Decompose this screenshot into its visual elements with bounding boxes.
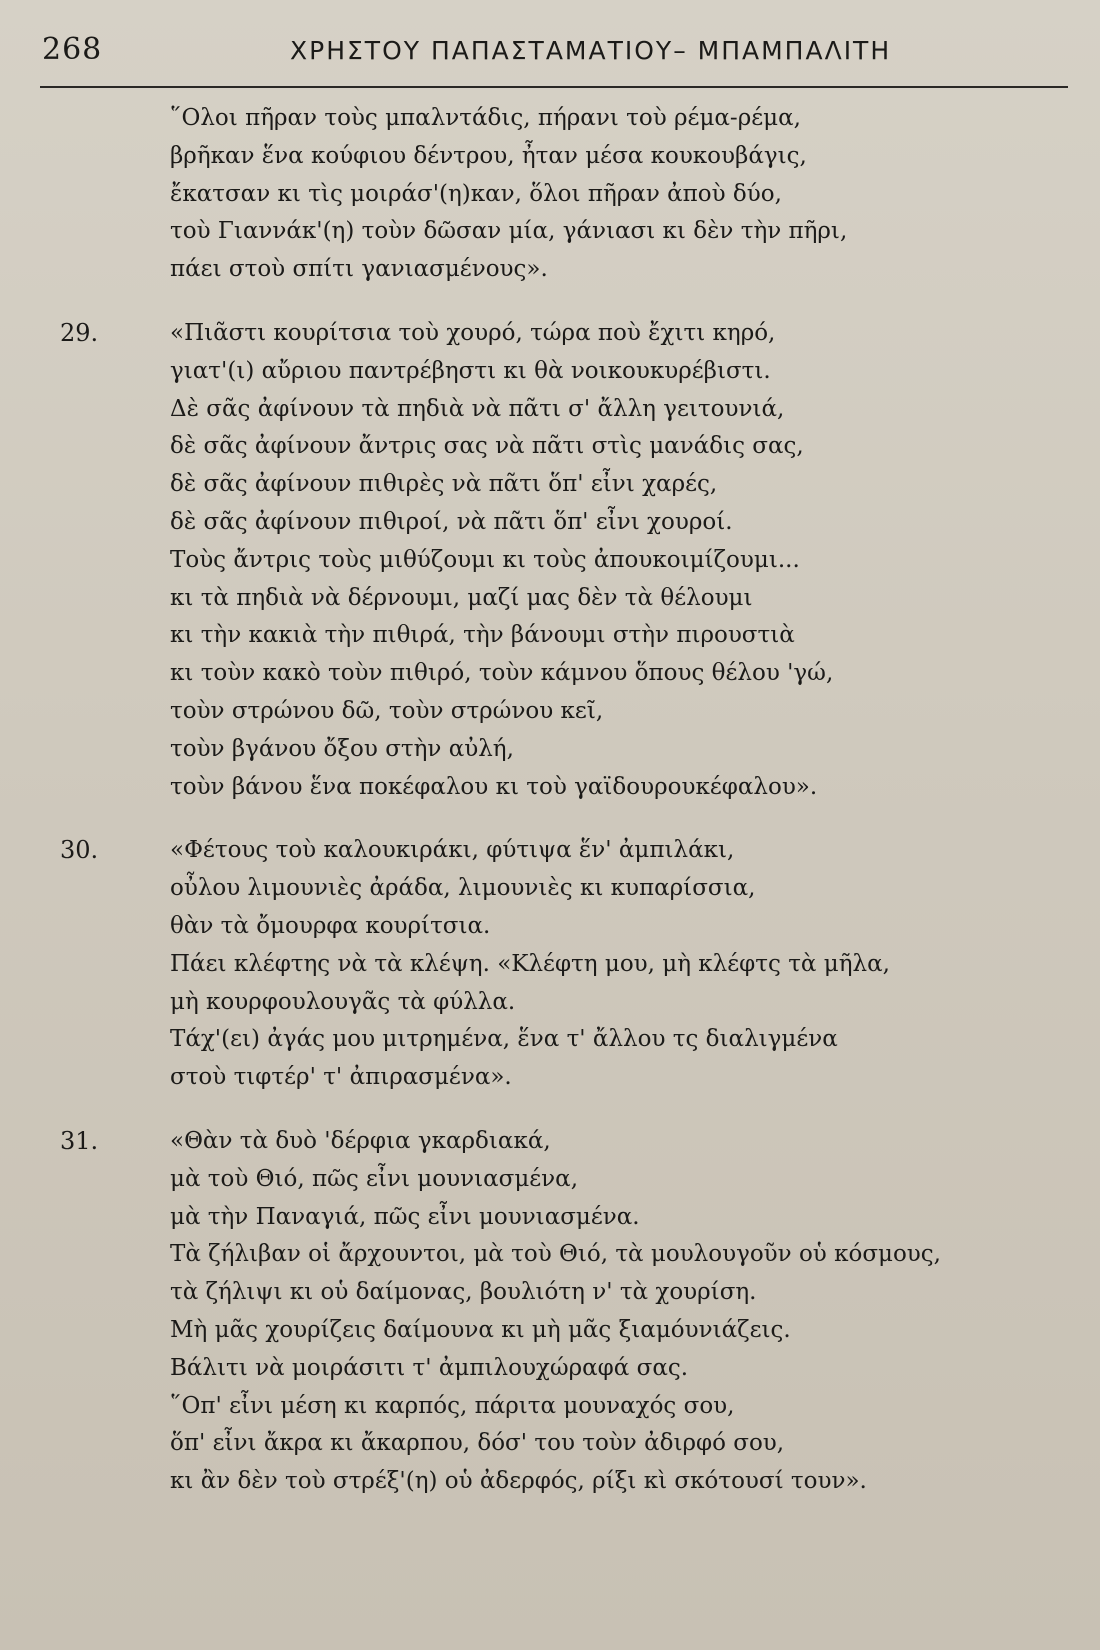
verse-line: κι τὰ πηδιὰ νὰ δέρνουμι, μαζί μας δὲν τὰ θέλουμι <box>170 584 753 611</box>
page-header <box>40 30 1070 78</box>
stanza-lines <box>170 832 1070 1097</box>
stanza-lines <box>170 1123 1070 1501</box>
stanza-number: 31. <box>60 1126 99 1155</box>
verse-line: Τάχ'(ει) ἀγάς μου μιτρημένα, ἕνα τ' ἄλλου τς διαλιγμένα <box>170 1026 838 1053</box>
verse-line: κι τὴν κακιὰ τὴν πιθιρά, τὴν βάνουμι στὴν πιρουστιὰ <box>170 622 795 649</box>
verse-line: «Φέτους τοὺ καλουκιράκι, φύτιψα ἕν' ἀμπιλάκι, <box>170 837 735 864</box>
stanza <box>60 832 1070 1097</box>
verse-line: Τοὺς ἄντρις τοὺς μιθύζουμι κι τοὺς ἀπουκοιμίζουμι... <box>170 546 800 573</box>
stanza-lines <box>170 315 1070 806</box>
verse-line: τοὺ Γιαννάκ'(η) τοὺν δῶσαν μία, γάνιασι κι δὲν τὴν πῆρι, <box>170 218 848 245</box>
poem-content <box>60 100 1070 1527</box>
stanza-lines <box>170 100 1070 289</box>
verse-line: τοὺν βάνου ἕνα ποκέφαλου κι τοὺ γαϊδουρουκέφαλου». <box>170 773 818 800</box>
verse-line: γιατ'(ι) αὔριου παντρέβηστι κι θὰ νοικουκυρέβιστι. <box>170 357 771 384</box>
stanza <box>60 100 1070 289</box>
verse-line: ὅπ' εἶνι ἄκρα κι ἄκαρπου, δόσ' του τοὺν ἀδιρφό σου, <box>170 1430 785 1457</box>
verse-line: δὲ σᾶς ἀφίνουν ἄντρις σας νὰ πᾶτι στὶς μανάδις σας, <box>170 433 804 460</box>
header-rule <box>40 86 1068 88</box>
verse-line: οὖλου λιμουνιὲς ἀράδα, λιμουνιὲς κι κυπαρίσσια, <box>170 875 756 902</box>
stanza-number: 30. <box>60 836 99 865</box>
verse-line: Τὰ ζήλιβαν οἱ ἄρχουντοι, μὰ τοὺ Θιό, τὰ μουλουγοῦν οὑ κόσμους, <box>170 1241 941 1268</box>
verse-line: ἔκατσαν κι τὶς μοιράσ'(η)καν, ὅλοι πῆραν ἀποὺ δύο, <box>170 180 782 207</box>
verse-line: τοὺν στρώνου δῶ, τοὺν στρώνου κεῖ, <box>170 697 604 724</box>
verse-line: ῞Ολοι πῆραν τοὺς μπαλντάδις, πήρανι τοὺ ρέμα-ρέμα, <box>170 105 801 131</box>
verse-line: θὰν τὰ ὄμουρφα κουρίτσια. <box>170 912 491 939</box>
page-number: 268 <box>42 32 103 67</box>
stanza <box>60 1123 1070 1501</box>
running-head: ΧΡΗΣΤΟΥ ΠΑΠΑΣΤΑΜΑΤΙΟΥ– ΜΠΑΜΠΑΛΙΤΗ <box>290 36 892 65</box>
verse-line: δὲ σᾶς ἀφίνουν πιθιροί, νὰ πᾶτι ὅπ' εἶνι χουροί. <box>170 508 733 535</box>
verse-line: κι ἂν δὲν τοὺ στρέξ'(η) οὑ ἀδερφός, ρίξι κὶ σκότουσί τουν». <box>170 1468 867 1495</box>
verse-line: μὴ κουρφουλουγᾶς τὰ φύλλα. <box>170 988 516 1015</box>
verse-line: ῞Οπ' εἶνι μέση κι καρπός, πάριτα μουναχός σου, <box>170 1392 735 1419</box>
stanza-number: 29. <box>60 318 99 347</box>
verse-line: Δὲ σᾶς ἀφίνουν τὰ πηδιὰ νὰ πᾶτι σ' ἄλλη γειτουνιά, <box>170 395 785 422</box>
verse-line: Βάλιτι νὰ μοιράσιτι τ' ἀμπιλουχώραφά σας. <box>170 1354 689 1381</box>
verse-line: μὰ τὴν Παναγιά, πῶς εἶνι μουνιασμένα. <box>170 1203 640 1230</box>
verse-line: πάει στοὺ σπίτι γανιασμένους». <box>170 256 548 283</box>
verse-line: τοὺν βγάνου ὄξου στὴν αὐλή, <box>170 735 514 762</box>
verse-line: κι τοὺν κακὸ τοὺν πιθιρό, τοὺν κάμνου ὅπους θέλου 'γώ, <box>170 660 834 687</box>
verse-line: Μὴ μᾶς χουρίζεις δαίμουνα κι μὴ μᾶς ξιαμόυνιάζεις. <box>170 1316 791 1343</box>
verse-line: «Πιᾶστι κουρίτσια τοὺ χουρό, τώρα ποὺ ἔχιτι κηρό, <box>170 319 776 346</box>
verse-line: Πάει κλέφτης νὰ τὰ κλέψη. «Κλέφτη μου, μὴ κλέφτς τὰ μῆλα, <box>170 950 890 977</box>
verse-line: στοὺ τιφτέρ' τ' ἀπιρασμένα». <box>170 1064 512 1091</box>
stanza <box>60 315 1070 806</box>
verse-line: μὰ τοὺ Θιό, πῶς εἶνι μουνιασμένα, <box>170 1165 579 1192</box>
verse-line: βρῆκαν ἕνα κούφιου δέντρου, ἦταν μέσα κουκουβάγις, <box>170 142 807 169</box>
verse-line: τὰ ζήλιψι κι οὑ δαίμονας, βουλιότη ν' τὰ χουρίση. <box>170 1279 757 1306</box>
verse-line: δὲ σᾶς ἀφίνουν πιθιρὲς νὰ πᾶτι ὅπ' εἶνι χαρές, <box>170 471 718 498</box>
verse-line: «Θὰν τὰ δυὸ 'δέρφια γκαρδιακά, <box>170 1127 551 1154</box>
